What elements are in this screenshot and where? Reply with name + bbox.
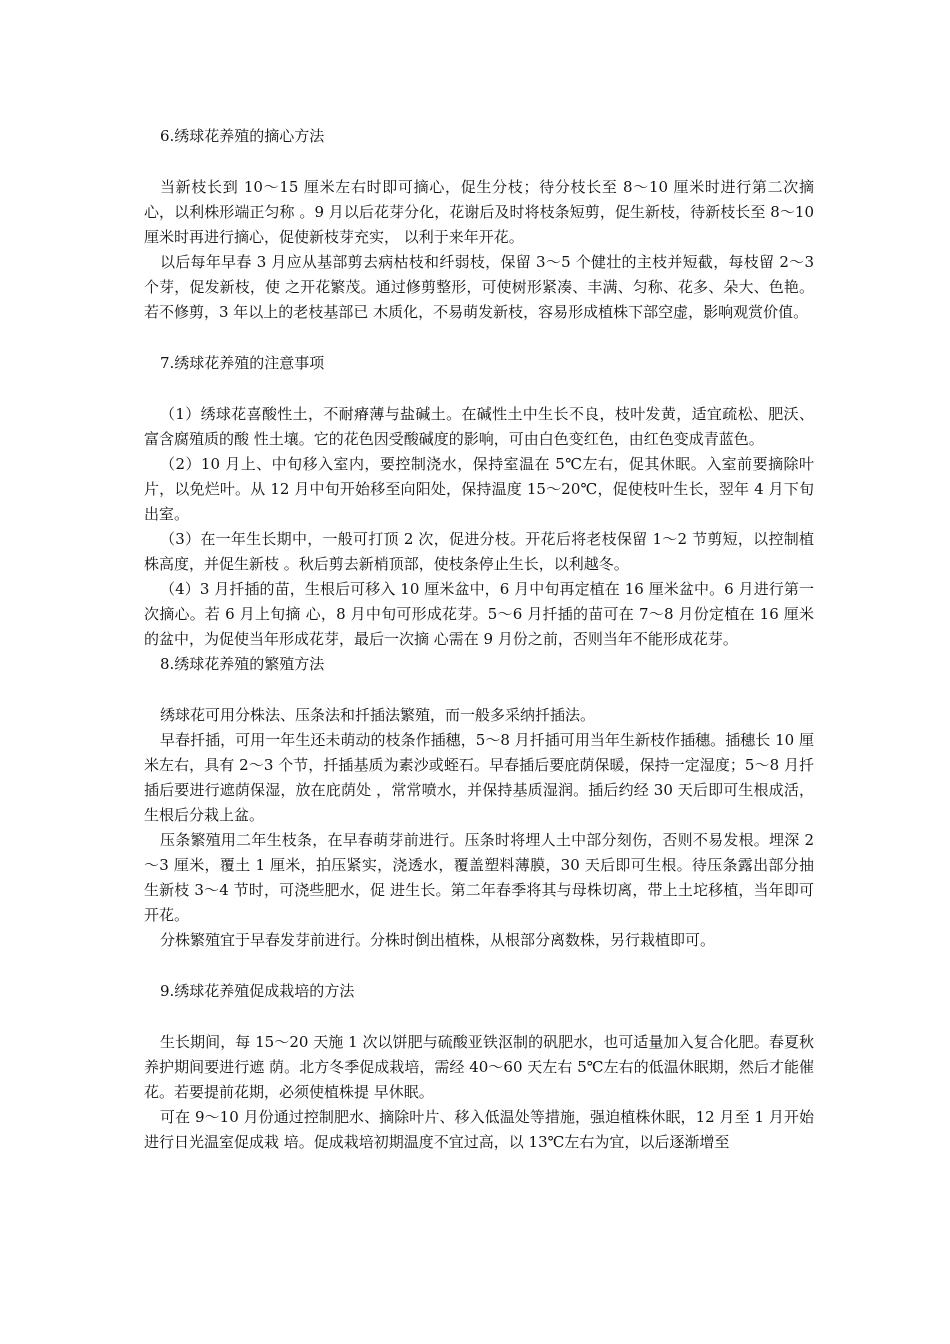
paragraph: 绣球花可用分株法、压条法和扦插法繁殖，而一般多采纳扦插法。: [160, 706, 596, 724]
section-heading: 6.绣球花养殖的摘心方法: [160, 127, 325, 145]
section-heading: 9.绣球花养殖促成栽培的方法: [160, 982, 355, 1000]
paragraph: （3）在一年生长期中，一般可打顶 2 次，促进分枝。开花后将老枝保留 1～2 节剪短，以控制植株高度，并促生新枝 。秋后剪去新梢顶部，使枝条停止生长，以利越冬。: [144, 530, 814, 573]
paragraph: 以后每年早春 3 月应从基部剪去病枯枝和纤弱枝，保留 3～5 个健壮的主枝并短截，每枝留 2～3 个芽，促发新枝，使 之开花繁茂。通过修剪整形，可使树形紧凑、丰满、匀称、花多、朵大、色艳。若不修剪，3 年以上的老枝基部已 木质化，不易萌发新枝，容易形成植株下部空虚，影响观赏价值。: [144, 253, 814, 321]
paragraph: （1）绣球花喜酸性土，不耐瘠薄与盐碱土。在碱性土中生长不良，枝叶发黄，适宜疏松、肥沃、富含腐殖质的酸 性土壤。它的花色因受酸碱度的影响，可由白色变红色，由红色变成青蓝色。: [144, 405, 814, 448]
spacer: [144, 1004, 814, 1030]
document-body: [144, 124, 814, 1155]
section-heading: 7.绣球花养殖的注意事项: [160, 354, 325, 372]
paragraph: 可在 9～10 月份通过控制肥水、摘除叶片、移入低温处等措施，强迫植株休眠，12 月至 1 月开始进行日光温室促成栽 培。促成栽培初期温度不宜过高，以 13℃左右为宜，以后逐渐增至: [144, 1108, 814, 1151]
paragraph: （2）10 月上、中旬移入室内，要控制浇水，保持室温在 5℃左右，促其休眠。入室前要摘除叶片，以免烂叶。从 12 月中旬开始移至向阳处，保持温度 15～20℃，促使枝叶生长，翌年 4 月下旬出室。: [144, 455, 814, 523]
paragraph: 分株繁殖宜于早春发芽前进行。分株时倒出植株，从根部分离数株，另行栽植即可。: [160, 931, 716, 949]
spacer: [144, 325, 814, 351]
spacer: [144, 677, 814, 703]
paragraph: （4）3 月扦插的苗，生根后可移入 10 厘米盆中，6 月中旬再定植在 16 厘米盆中。6 月进行第一次摘心。若 6 月上旬摘 心，8 月中旬可形成花芽。5～6 月扦插的苗可在 7～8 月份定植在 16 厘米的盆中，为促使当年形成花芽，最后一次摘 心需在 9 月份之前，否则当年不能形成花芽。: [144, 580, 814, 648]
paragraph: 生长期间，每 15～20 天施 1 次以饼肥与硫酸亚铁沤制的矾肥水，也可适量加入复合化肥。春夏秋养护期间要进行遮 荫。北方冬季促成栽培，需经 40～60 天左右 5℃左右的低温休眠期，然后才能催花。若要提前花期，必须使植株提 早休眠。: [144, 1033, 814, 1101]
paragraph: 当新枝长到 10～15 厘米左右时即可摘心，促生分枝；待分枝长至 8～10 厘米时进行第二次摘心，以利株形端正匀称 。9 月以后花芽分化，花谢后及时将枝条短剪，促生新枝，待新枝长至 8～10 厘米时再进行摘心，促使新枝芽充实， 以利于来年开花。: [144, 178, 814, 246]
paragraph: 早春扦插，可用一年生还未萌动的枝条作插穗，5～8 月扦插可用当年生新枝作插穗。插穗长 10 厘米左右，具有 2～3 个节，扦插基质为素沙或蛭石。早春插后要庇荫保暖，保持一定湿度；5～8 月扦插后要进行遮荫保湿，放在庇荫处 ，常常喷水，并保持基质湿润。插后约经 30 天后即可生根成活，生根后分栽上盆。: [144, 731, 814, 824]
spacer: [144, 376, 814, 402]
paragraph: 压条繁殖用二年生枝条，在早春萌芽前进行。压条时将埋人土中部分刻伤，否则不易发根。埋深 2～3 厘米，覆土 1 厘米，拍压紧实，浇透水，覆盖塑料薄膜，30 天后即可生根。待压条露出部分抽生新枝 3～4 节时，可浇些肥水，促 进生长。第二年春季将其与母株切离，带上土坨移植，当年即可开花。: [144, 831, 814, 924]
section-heading: 8.绣球花养殖的繁殖方法: [160, 655, 325, 673]
spacer: [144, 149, 814, 175]
spacer: [144, 953, 814, 979]
